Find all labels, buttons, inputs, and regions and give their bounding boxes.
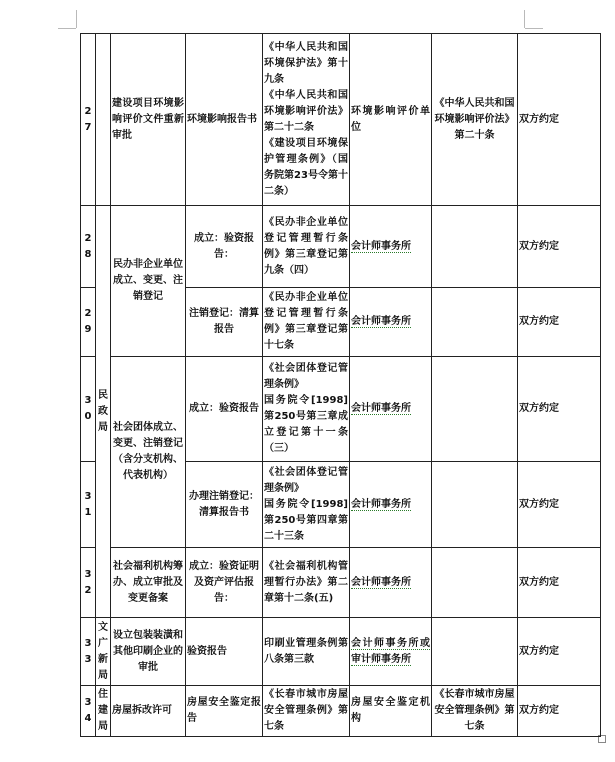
table-row <box>81 618 601 686</box>
required-material: 验资报告 <box>186 618 263 686</box>
fee: 双方约定 <box>518 618 601 686</box>
agency: 会计师事务所 <box>350 462 432 548</box>
item-name: 社会福利机构筹办、成立审批及变更备案 <box>111 548 186 618</box>
agency: 会计师事务所 <box>350 288 432 357</box>
agency: 会计师事务所 <box>350 548 432 618</box>
table-row <box>81 686 601 737</box>
agency-basis <box>432 357 518 462</box>
crop-mark <box>525 28 543 29</box>
required-material: 注销登记：清算报告 <box>186 288 263 357</box>
legal-basis: 《长春市城市房屋安全管理条例》第七条 <box>263 686 350 737</box>
fee: 双方约定 <box>518 548 601 618</box>
item-name: 建设项目环境影响评价文件重新审批 <box>111 34 186 206</box>
department-cell: 民政局 <box>96 206 111 618</box>
fee: 双方约定 <box>518 288 601 357</box>
fee: 双方约定 <box>518 206 601 288</box>
legal-basis <box>263 462 350 548</box>
row-number: 31 <box>81 462 96 548</box>
agency-basis <box>432 206 518 288</box>
department-cell <box>96 34 111 206</box>
crop-mark <box>524 10 525 28</box>
row-number: 27 <box>81 34 96 206</box>
legal-basis: 《民办非企业单位登记管理暂行条例》第三章登记第十七条 <box>263 288 350 357</box>
legal-basis-line: 《社会团体登记管理条例》 <box>264 466 348 494</box>
legal-basis-line: 国务院令[1998]第250号第四章第二十三条 <box>264 498 348 542</box>
legal-basis-line: 国务院令[1998]第250号第三章成立登记第十一条（三） <box>264 395 348 454</box>
row-number: 32 <box>81 548 96 618</box>
row-number: 29 <box>81 288 96 357</box>
approval-items-table <box>80 33 601 737</box>
row-number: 33 <box>81 618 96 686</box>
legal-basis-line: 《中华人民共和国环境保护法》第十九条 <box>264 41 348 85</box>
agency-basis: 《长春市城市房屋安全管理条例》第七条 <box>432 686 518 737</box>
crop-mark <box>76 10 77 28</box>
row-number: 30 <box>81 357 96 462</box>
legal-basis-line: 《建设项目环境保护管理条例》（国务院第23号令第十二条） <box>264 137 348 197</box>
table-row <box>81 548 601 618</box>
item-name: 社会团体成立、变更、注销登记（含分支机构、代表机构） <box>111 357 186 548</box>
department-cell: 文广新局 <box>96 618 111 686</box>
agency-basis: 《中华人民共和国环境影响评价法》第二十条 <box>432 34 518 206</box>
agency-basis <box>432 462 518 548</box>
legal-basis <box>263 34 350 206</box>
legal-basis-line: 《社会团体登记管理条例》 <box>264 363 348 390</box>
table-row <box>81 357 601 462</box>
crop-mark <box>58 28 76 29</box>
fee: 双方约定 <box>518 462 601 548</box>
item-name: 设立包装装潢和其他印刷企业的审批 <box>111 618 186 686</box>
required-material: 成立：验资报告： <box>186 206 263 288</box>
legal-basis-line: 《中华人民共和国环境影响评价法》第二十二条 <box>264 89 348 133</box>
agency: 会计师事务所 <box>350 206 432 288</box>
required-material: 房屋安全鉴定报告 <box>186 686 263 737</box>
table-row <box>81 206 601 288</box>
legal-basis: 《民办非企业单位登记管理暂行条例》第三章登记第九条（四） <box>263 206 350 288</box>
fee: 双方约定 <box>518 34 601 206</box>
required-material: 办理注销登记：清算报告书 <box>186 462 263 548</box>
required-material: 成立：验资报告 <box>186 357 263 462</box>
required-material: 成立：验资证明及资产评估报告： <box>186 548 263 618</box>
agency: 会计师事务所 <box>350 357 432 462</box>
table-row <box>81 34 601 206</box>
fee: 双方约定 <box>518 686 601 737</box>
legal-basis: 印刷业管理条例第八条第三款 <box>263 618 350 686</box>
legal-basis <box>263 357 350 462</box>
agency: 会计师事务所或审计师事务所 <box>350 618 432 686</box>
agency-basis <box>432 618 518 686</box>
agency-basis <box>432 548 518 618</box>
agency: 房屋安全鉴定机构 <box>350 686 432 737</box>
department-cell: 住建局 <box>96 686 111 737</box>
legal-basis: 《社会福利机构管理暂行办法》第二章第十二条(五) <box>263 548 350 618</box>
fee: 双方约定 <box>518 357 601 462</box>
agency: 环境影响评价单位 <box>350 34 432 206</box>
required-material: 环境影响报告书 <box>186 34 263 206</box>
item-name: 民办非企业单位成立、变更、注销登记 <box>111 206 186 357</box>
item-name: 房屋拆改许可 <box>111 686 186 737</box>
row-number: 28 <box>81 206 96 288</box>
agency-basis <box>432 288 518 357</box>
row-number: 34 <box>81 686 96 737</box>
